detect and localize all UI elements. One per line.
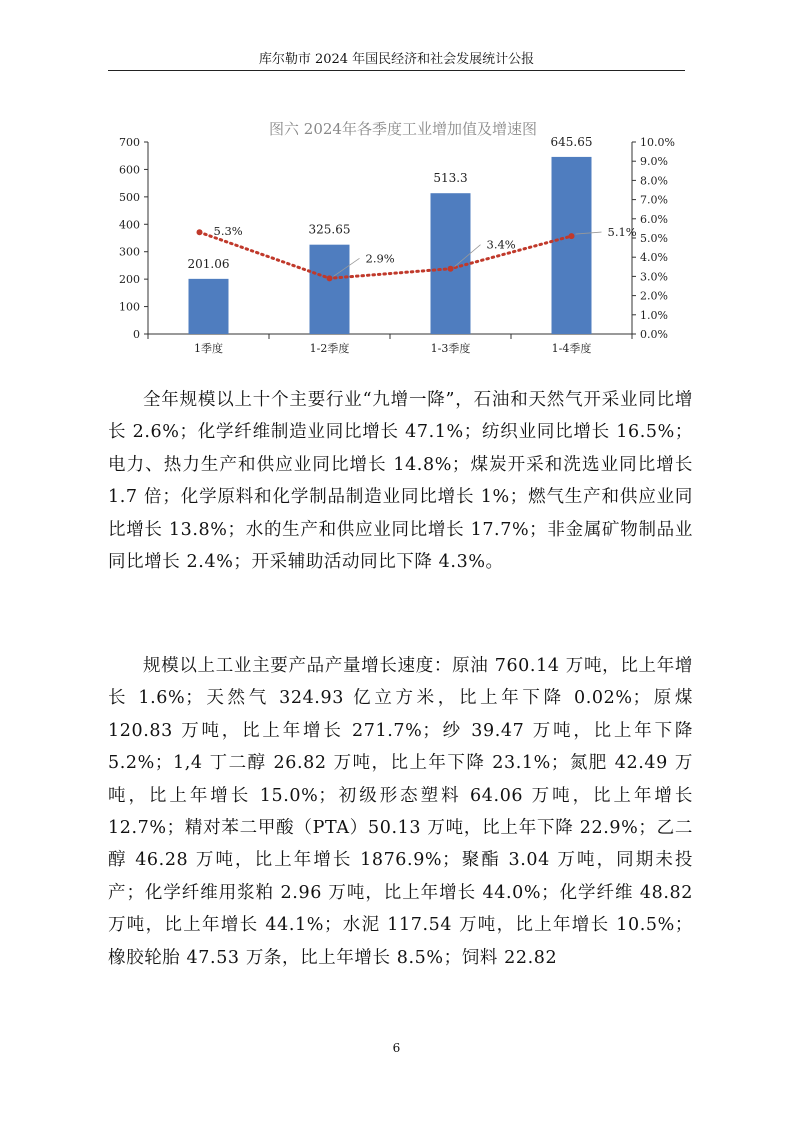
line-data-label: 2.9% [365, 251, 395, 266]
plot-area [119, 135, 675, 355]
y-right-tick-label: 9.0% [640, 155, 668, 169]
line-data-label: 5.3% [213, 224, 243, 239]
paragraph-product-output: 规模以上工业主要产品产量增长速度：原油 760.14 万吨，比上年增长 1.6%；天然气 324.93 亿立方米，比上年下降 0.02%；原煤 120.83 万吨，比上年增长 271.7%；纱 39.47 万吨，比上年下降 5.2%；1,4 丁二醇 26.82 万吨，比上年下降 23.1%；氮肥 42.49 万吨，比上年增长 15.0%；初级形态塑料 64.06 万吨，比上年增长 12.7%；精对苯二甲酸（PTA）50.13 万吨，比上年下降 22.9%；乙二醇 46.28 万吨，比上年增长 1876.9%；聚酯 3.04 万吨，同期未投产；化学纤维用浆粕 2.96 万吨，比上年增长 44.0%；化学纤维 48.82 万吨，比上年增长 44.1%；水泥 117.54 万吨，比上年增长 10.5%；橡胶轮胎 47.53 万条，比上年增长 8.5%；饲料 22.82 [108, 656, 693, 968]
header-title: 库尔勒市 2024 年国民经济和社会发展统计公报 [258, 52, 535, 67]
line-data-label: 5.1% [607, 225, 637, 240]
line-data-label: 3.4% [486, 237, 516, 252]
x-tick-label: 1-4季度 [551, 342, 592, 355]
y-left-tick-label: 400 [119, 218, 140, 232]
page-header [108, 48, 685, 71]
y-right-tick-label: 5.0% [640, 232, 668, 245]
y-right-tick-label: 0.0% [640, 328, 668, 341]
y-right-tick-label: 8.0% [640, 174, 668, 188]
industrial-value-chart [100, 112, 680, 362]
paragraph-industry-growth: 全年规模以上十个主要行业“九增一降”，石油和天然气开采业同比增长 2.6%；化学纤维制造业同比增长 47.1%；纺织业同比增长 16.5%；电力、热力生产和供应业同比增长 14.8%；煤炭开采和洗选业同比增长 1.7 倍；化学原料和化学制品制造业同比增长 1%；燃气生产和供应业同比增长 13.8%；水的生产和供应业同比增长 17.7%；非金属矿物制品业同比增长 2.4%；开采辅助活动同比下降 4.3%。 [108, 390, 693, 573]
chart-title: 图六 2024年各季度工业增加值及增速图 [269, 120, 537, 138]
bar [310, 245, 350, 334]
y-left-tick-label: 300 [119, 245, 140, 259]
y-left-tick-label: 600 [119, 163, 140, 177]
growth-point [448, 266, 454, 272]
growth-point [327, 275, 333, 281]
y-left-tick-label: 700 [119, 136, 140, 149]
y-right-tick-label: 2.0% [640, 289, 668, 303]
bar-data-label: 513.3 [433, 171, 468, 186]
y-left-tick-label: 500 [119, 190, 140, 204]
y-left-tick-label: 100 [119, 300, 140, 314]
bar-data-label: 645.65 [550, 134, 593, 149]
y-right-tick-label: 4.0% [640, 251, 668, 265]
x-tick-label: 1季度 [194, 342, 223, 355]
y-right-tick-label: 6.0% [640, 212, 668, 226]
bar [552, 157, 592, 334]
x-tick-label: 1-2季度 [309, 342, 350, 355]
x-tick-label: 1-3季度 [430, 342, 471, 355]
bar-data-label: 325.65 [308, 222, 351, 237]
y-left-tick-label: 0 [133, 328, 140, 341]
y-left-tick-label: 200 [119, 273, 140, 287]
y-right-tick-label: 3.0% [640, 270, 668, 284]
y-right-tick-label: 7.0% [640, 193, 668, 207]
bar [189, 279, 229, 334]
bar [431, 193, 471, 334]
y-right-tick-label: 10.0% [640, 136, 675, 149]
y-right-tick-label: 1.0% [640, 308, 668, 322]
bar-data-label: 201.06 [187, 256, 230, 271]
page-number: 6 [392, 1041, 401, 1055]
growth-point [569, 233, 575, 239]
growth-point [197, 229, 203, 235]
